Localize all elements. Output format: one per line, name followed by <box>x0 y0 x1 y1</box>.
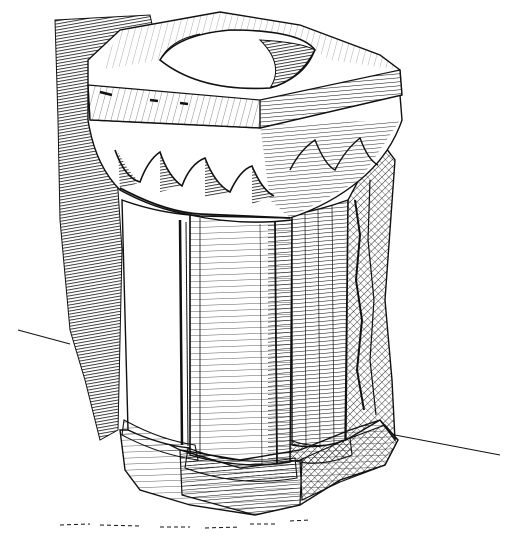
ground-dashes <box>60 520 310 528</box>
